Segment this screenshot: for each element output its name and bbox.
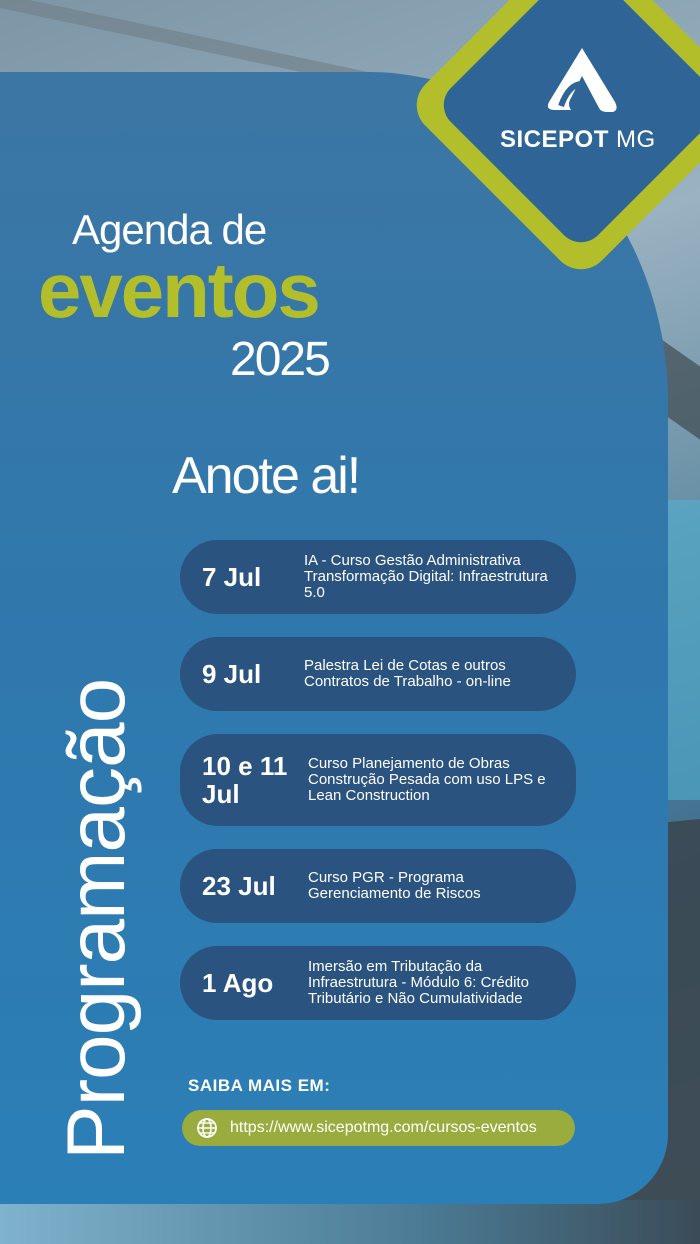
- event-item[interactable]: [180, 637, 576, 711]
- brand-name-suffix: MG: [616, 126, 656, 153]
- event-item[interactable]: [180, 849, 576, 923]
- event-date: 7 Jul: [202, 562, 262, 592]
- logo-badge: [436, 0, 700, 250]
- event-item[interactable]: [180, 734, 576, 826]
- event-description: IA - Curso Gestão Administrativa Transformação Digital: Infraestrutura 5.0: [304, 552, 548, 601]
- event-description: Curso Planejamento de Obras Construção Pesada com uso LPS e Lean Construction: [308, 755, 546, 804]
- more-info-label: SAIBA MAIS EM:: [188, 1076, 331, 1095]
- event-date: 9 Jul: [202, 659, 262, 689]
- brand-name: [500, 126, 670, 154]
- website-link[interactable]: [182, 1110, 575, 1146]
- heading-line2: eventos: [38, 246, 319, 334]
- event-date: 23 Jul: [202, 871, 276, 901]
- heading-line1: Agenda de: [72, 206, 267, 253]
- event-description: Curso PGR - Programa Gerenciamento de Riscos: [308, 869, 481, 902]
- event-description: Palestra Lei de Cotas e outros Contratos de Trabalho - on-line: [304, 657, 511, 690]
- logo-icon: [541, 44, 623, 116]
- event-date: 1 Ago: [202, 968, 274, 998]
- brand-name-main: SICEPOT: [500, 126, 609, 153]
- website-url: https://www.sicepotmg.com/cursos-eventos: [230, 1119, 537, 1136]
- event-item[interactable]: [180, 946, 576, 1020]
- heading-year: 2025: [230, 333, 329, 386]
- globe-icon: [196, 1117, 218, 1139]
- vertical-label: Programação: [51, 678, 142, 1160]
- subheading: Anote ai!: [172, 447, 360, 505]
- event-date: 10 e 11 Jul: [202, 751, 288, 809]
- event-description: Imersão em Tributação da Infraestrutura - Módulo 6: Crédito Tributário e Não Cumulatividade: [308, 958, 529, 1007]
- event-item[interactable]: [180, 540, 576, 614]
